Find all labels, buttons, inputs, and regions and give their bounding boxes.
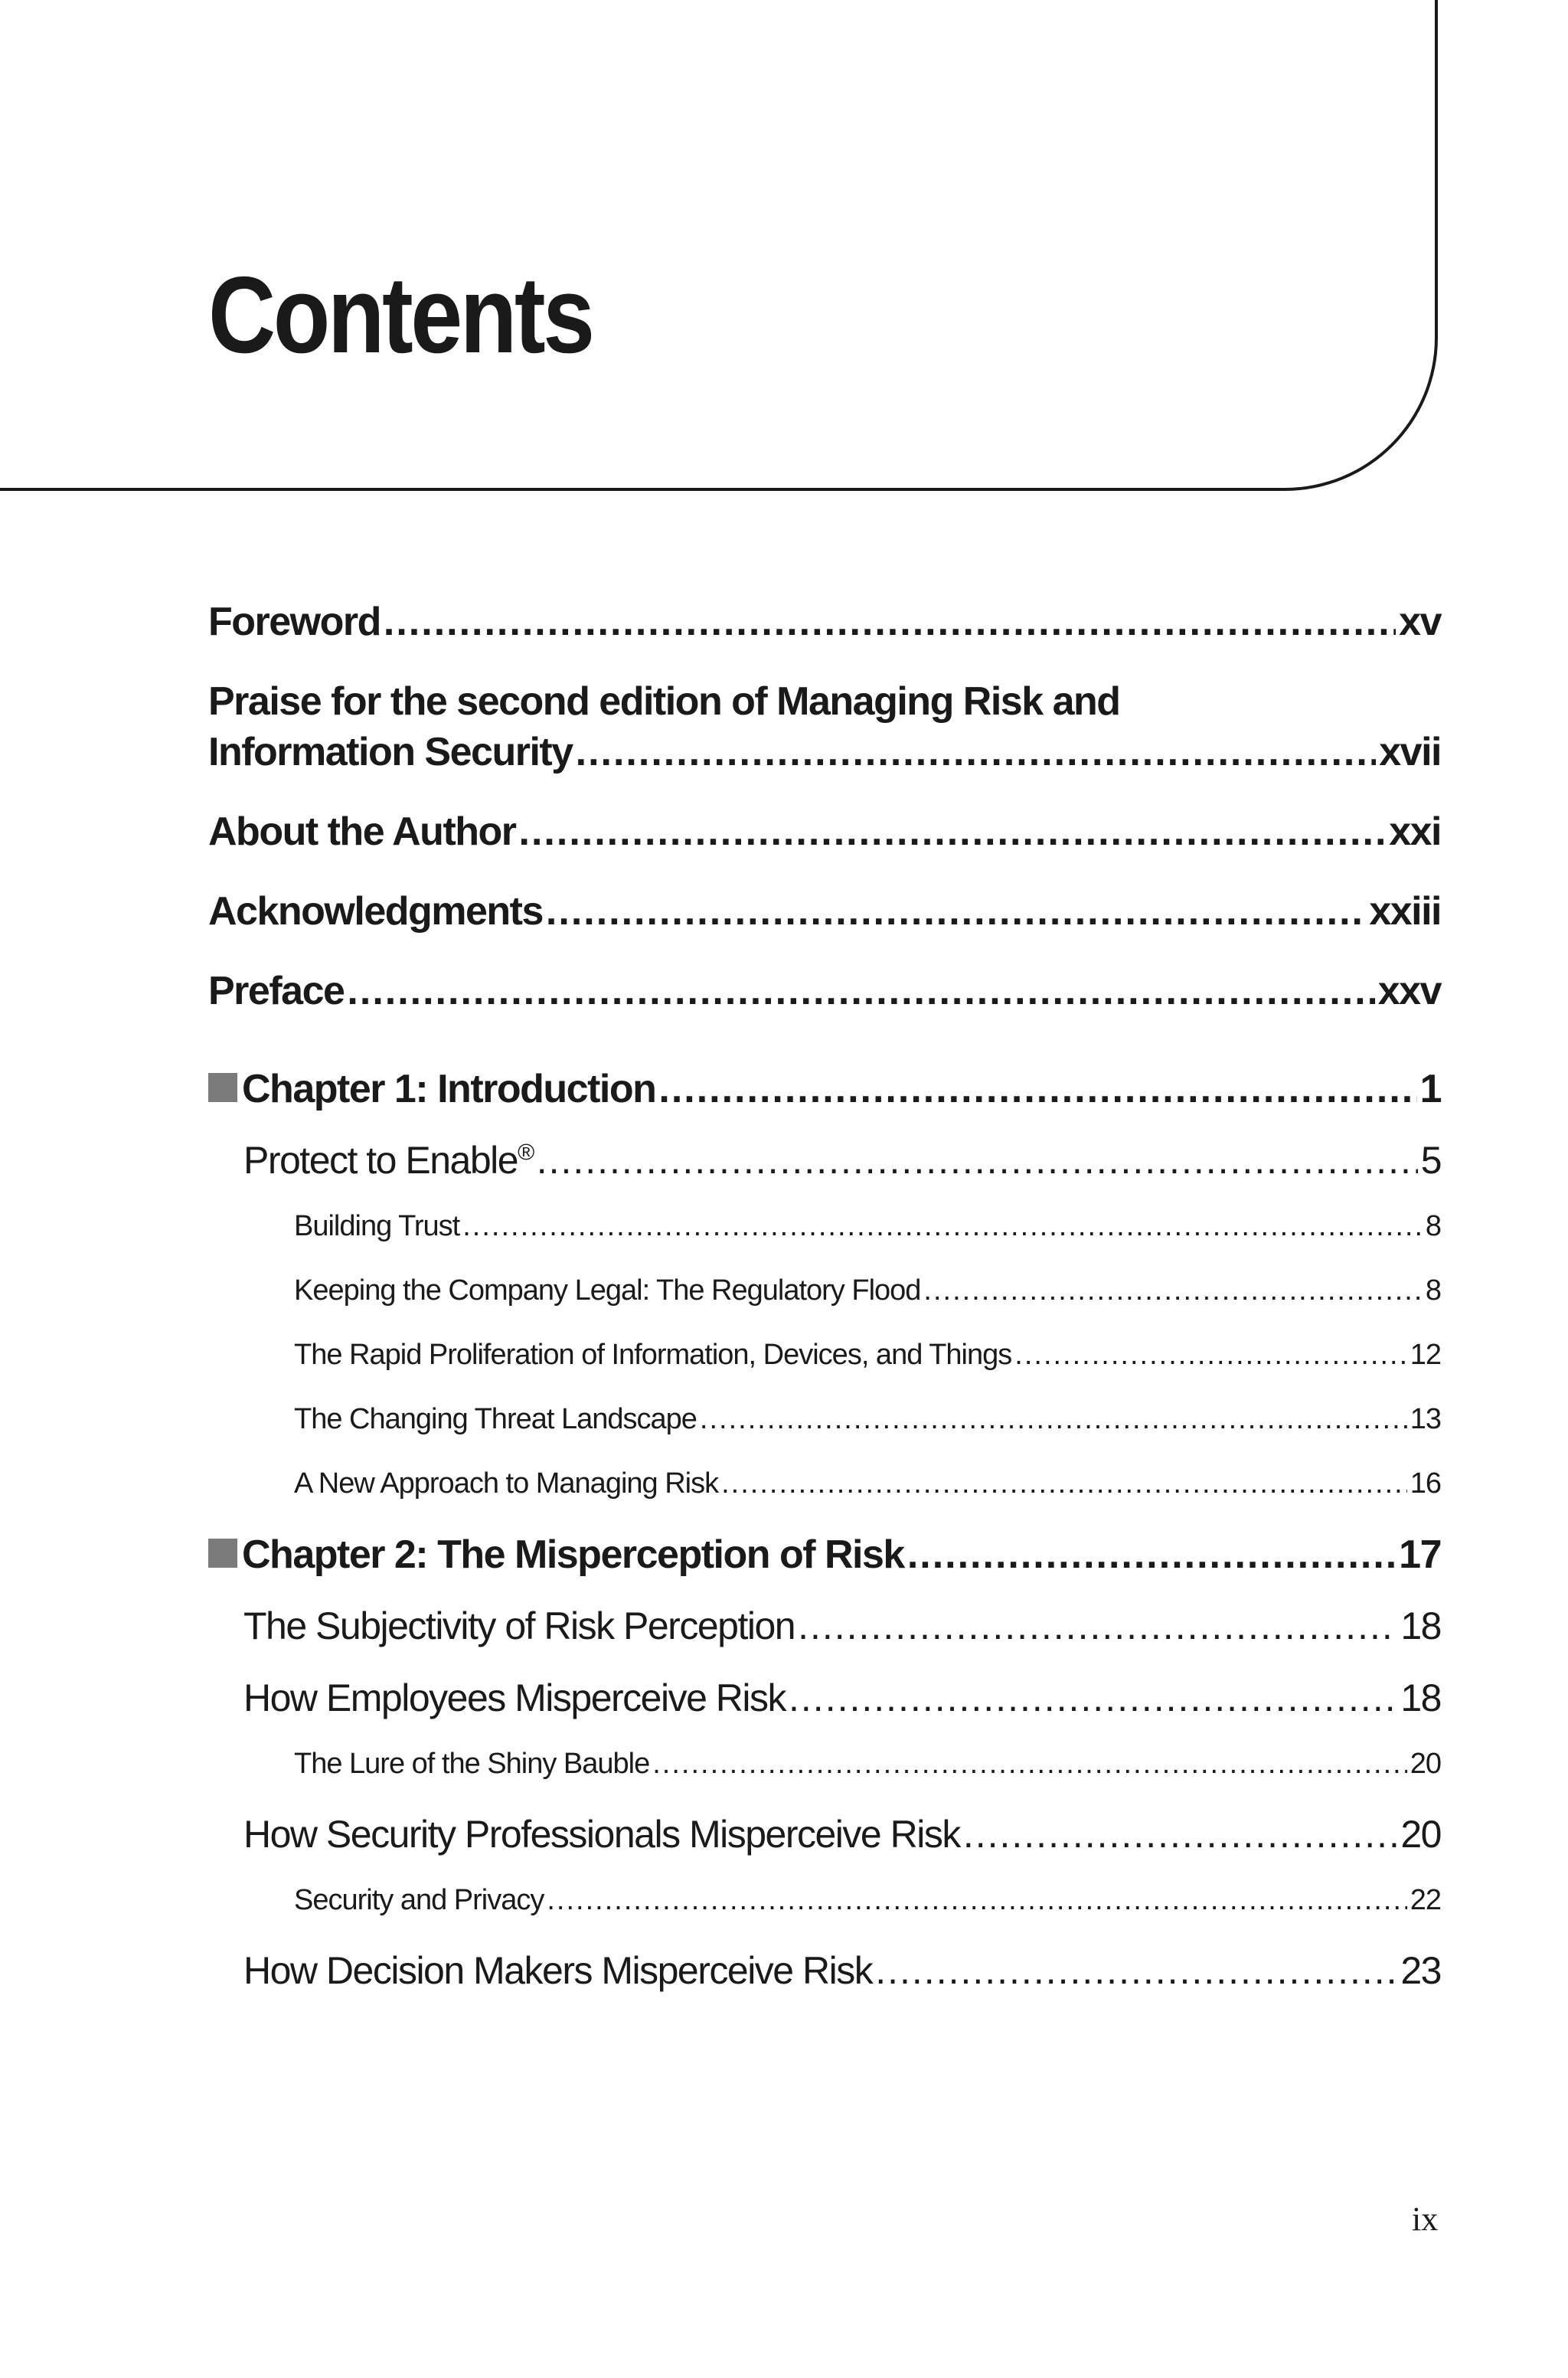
toc-section[interactable] bbox=[208, 1676, 1441, 1748]
dot-leader bbox=[721, 1467, 1407, 1500]
toc-entry-page: xxiii bbox=[1369, 889, 1441, 934]
toc-subsection-title: The Lure of the Shiny Bauble bbox=[294, 1748, 650, 1780]
toc-subsection[interactable] bbox=[208, 1467, 1441, 1532]
dot-leader bbox=[462, 1210, 1423, 1243]
toc-entry-page: 18 bbox=[1400, 1604, 1441, 1647]
toc-entry-page: 23 bbox=[1400, 1949, 1441, 1992]
toc-section-title: How Security Professionals Misperceive Risk bbox=[243, 1813, 960, 1856]
toc-entry-page: xxi bbox=[1389, 810, 1441, 854]
toc-subsection[interactable] bbox=[208, 1210, 1441, 1274]
toc-entry-page: 5 bbox=[1420, 1139, 1441, 1182]
toc-chapter-title: Chapter 1: Introduction bbox=[242, 1067, 656, 1111]
toc-subsection-title: Security and Privacy bbox=[294, 1884, 544, 1916]
dot-leader bbox=[923, 1274, 1422, 1307]
toc-entry-page: 20 bbox=[1410, 1748, 1441, 1780]
toc-entry-page: 1 bbox=[1419, 1067, 1441, 1111]
toc-entry-page: xvii bbox=[1379, 730, 1441, 774]
toc-section-title: The Subjectivity of Risk Perception bbox=[243, 1604, 795, 1647]
dot-leader bbox=[537, 1138, 1418, 1182]
toc-entry-page: xxv bbox=[1377, 969, 1441, 1013]
page-number: ix bbox=[1412, 2200, 1439, 2238]
toc-subsection[interactable] bbox=[208, 1403, 1441, 1467]
toc-subsection[interactable] bbox=[208, 1884, 1441, 1948]
toc-section-title: Protect to Enable bbox=[243, 1139, 518, 1182]
toc-entry-page: xv bbox=[1399, 600, 1441, 644]
dot-leader bbox=[963, 1812, 1398, 1856]
toc-section[interactable] bbox=[208, 1812, 1441, 1884]
toc-entry-page: 17 bbox=[1399, 1532, 1441, 1577]
toc-subsection-title: Building Trust bbox=[294, 1210, 460, 1242]
toc-entry-page: 18 bbox=[1400, 1676, 1441, 1719]
dot-leader bbox=[347, 968, 1374, 1014]
toc-entry-page: 13 bbox=[1410, 1403, 1441, 1435]
dot-leader bbox=[1014, 1339, 1406, 1372]
toc-entry-title: Preface bbox=[208, 969, 345, 1013]
toc-entry-title: About the Author bbox=[208, 810, 516, 854]
dot-leader bbox=[652, 1748, 1407, 1781]
toc-entry-acknowledgments[interactable] bbox=[208, 888, 1441, 968]
toc-subsection[interactable] bbox=[208, 1339, 1441, 1403]
dot-leader bbox=[658, 1066, 1416, 1112]
toc-entry-title: Information Security bbox=[208, 730, 573, 774]
dot-leader bbox=[519, 809, 1387, 855]
toc-entry-preface[interactable] bbox=[208, 968, 1441, 1048]
toc-entry-page: 16 bbox=[1410, 1467, 1441, 1500]
toc-chapter-1[interactable] bbox=[208, 1066, 1441, 1138]
toc-entry-about-author[interactable] bbox=[208, 809, 1441, 888]
toc-entry-title-line1: Praise for the second edition of Managing Risk and bbox=[208, 679, 1120, 724]
chapter-square-icon bbox=[208, 1539, 237, 1568]
toc-entry-page: 12 bbox=[1410, 1339, 1441, 1371]
dot-leader bbox=[384, 599, 1396, 645]
toc-subsection[interactable] bbox=[208, 1748, 1441, 1812]
toc-section-protect-to-enable[interactable] bbox=[208, 1138, 1441, 1210]
toc-subsection[interactable] bbox=[208, 1274, 1441, 1339]
toc-entry-page: 8 bbox=[1425, 1274, 1441, 1307]
toc-entry-page: 8 bbox=[1425, 1210, 1441, 1242]
dot-leader bbox=[547, 1884, 1406, 1917]
header-frame bbox=[0, 0, 1438, 491]
dot-leader bbox=[875, 1948, 1397, 1993]
toc-chapter-title: Chapter 2: The Misperception of Risk bbox=[242, 1532, 904, 1577]
toc-subsection-title: The Rapid Proliferation of Information, Devices, and Things bbox=[294, 1339, 1012, 1371]
toc-subsection-title: The Changing Threat Landscape bbox=[294, 1403, 697, 1435]
dot-leader bbox=[576, 729, 1377, 775]
toc-section-title: How Employees Misperceive Risk bbox=[243, 1676, 786, 1719]
dot-leader bbox=[907, 1532, 1396, 1578]
toc-entry-title: Acknowledgments bbox=[208, 889, 543, 934]
toc-entry-page: 20 bbox=[1400, 1813, 1441, 1856]
registered-mark: ® bbox=[518, 1140, 534, 1166]
dot-leader bbox=[789, 1676, 1397, 1720]
toc-section[interactable] bbox=[208, 1948, 1441, 2020]
toc-subsection-title: Keeping the Company Legal: The Regulatory Flood bbox=[294, 1274, 921, 1307]
toc-section-title: How Decision Makers Misperceive Risk bbox=[243, 1949, 873, 1992]
toc-subsection-title: A New Approach to Managing Risk bbox=[294, 1467, 719, 1500]
toc-entry-title: Foreword bbox=[208, 600, 381, 644]
toc-entry-praise[interactable] bbox=[208, 679, 1441, 809]
toc-entry-foreword[interactable] bbox=[208, 599, 1441, 679]
table-of-contents bbox=[208, 599, 1441, 2020]
page-title: Contents bbox=[208, 254, 593, 376]
dot-leader bbox=[700, 1403, 1407, 1436]
toc-chapter-2[interactable] bbox=[208, 1532, 1441, 1604]
chapter-square-icon bbox=[208, 1073, 237, 1102]
toc-section[interactable] bbox=[208, 1604, 1441, 1676]
toc-entry-page: 22 bbox=[1410, 1884, 1441, 1916]
dot-leader bbox=[546, 888, 1366, 934]
dot-leader bbox=[798, 1604, 1397, 1648]
